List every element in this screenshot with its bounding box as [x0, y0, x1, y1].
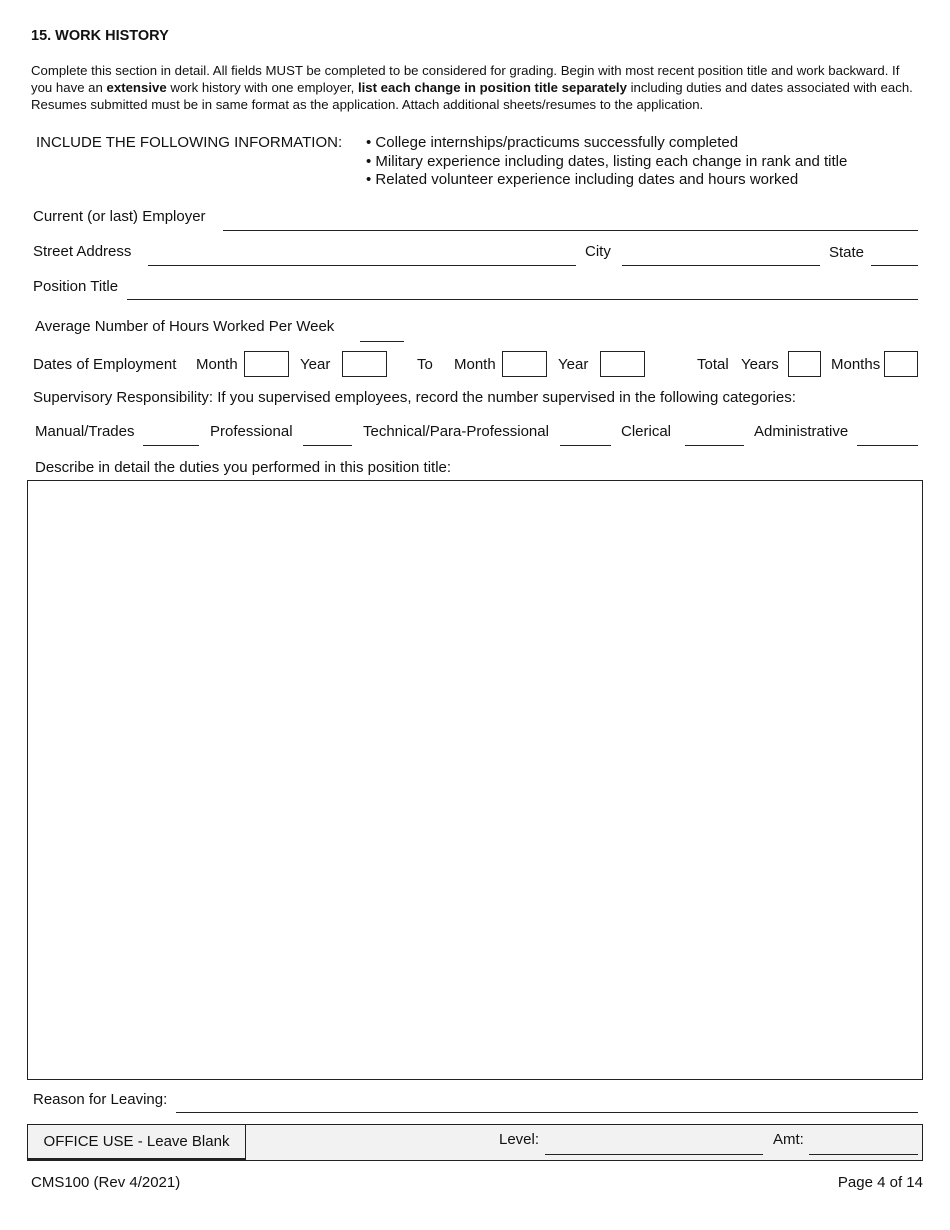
section-title: 15. WORK HISTORY [31, 28, 169, 44]
duties-label: Describe in detail the duties you performed in this position title: [35, 459, 452, 476]
category-clerical-label: Clerical [621, 423, 672, 440]
state-field[interactable] [871, 265, 918, 266]
amt-label: Amt: [773, 1131, 804, 1148]
category-technical-field[interactable] [560, 445, 611, 446]
duties-textarea[interactable] [27, 480, 923, 1080]
from-month-label: Month [196, 356, 238, 373]
list-item: • Related volunteer experience including dates and hours worked [366, 171, 799, 188]
total-years-label: Years [741, 356, 779, 373]
category-technical-label: Technical/Para-Professional [363, 423, 549, 440]
category-administrative-label: Administrative [754, 423, 849, 440]
total-months-label: Months [831, 356, 881, 373]
employer-label: Current (or last) Employer [33, 208, 206, 225]
office-use-label: OFFICE USE - Leave Blank [28, 1125, 246, 1160]
hours-label: Average Number of Hours Worked Per Week [35, 318, 335, 335]
to-year-label: Year [558, 356, 589, 373]
to-month-box[interactable] [502, 351, 547, 377]
to-year-box[interactable] [600, 351, 645, 377]
dates-label: Dates of Employment [33, 356, 177, 373]
street-field[interactable] [148, 265, 576, 266]
position-label: Position Title [33, 278, 119, 295]
to-label: To [417, 356, 433, 373]
category-administrative-field[interactable] [857, 445, 918, 446]
form-id: CMS100 (Rev 4/2021) [31, 1174, 181, 1191]
supervisory-text: Supervisory Responsibility: If you supervised employees, record the number supervised in the following categories: [33, 389, 796, 406]
hours-field[interactable] [360, 341, 404, 342]
from-year-box[interactable] [342, 351, 387, 377]
position-field[interactable] [127, 299, 918, 300]
include-label: INCLUDE THE FOLLOWING INFORMATION: [36, 134, 343, 151]
employer-field[interactable] [223, 230, 918, 231]
instructions: Complete this section in detail. All fields MUST be completed to be considered for grading. Begin with most recent position title and work backward. If you have an extensive work history with one employer, list each change in position title separately including duties and dates associated with each. Resumes submitted must be in same format as the application. Attach additional sheets/resumes to the application. [31, 63, 913, 112]
list-item: • College internships/practicums successfully completed [366, 134, 739, 151]
reason-label: Reason for Leaving: [33, 1091, 168, 1108]
street-label: Street Address [33, 243, 132, 260]
from-year-label: Year [300, 356, 331, 373]
total-months-box[interactable] [884, 351, 918, 377]
category-clerical-field[interactable] [685, 445, 744, 446]
total-label: Total [697, 356, 729, 373]
level-label: Level: [499, 1131, 540, 1148]
page-number: Page 4 of 14 [837, 1174, 923, 1191]
category-professional-field[interactable] [303, 445, 352, 446]
state-label: State [829, 244, 865, 261]
category-manual-field[interactable] [143, 445, 199, 446]
level-field [545, 1154, 763, 1155]
city-field[interactable] [622, 265, 820, 266]
to-month-label: Month [454, 356, 496, 373]
category-professional-label: Professional [210, 423, 293, 440]
include-list [366, 134, 847, 190]
list-item: • Military experience including dates, listing each change in rank and title [366, 152, 848, 170]
from-month-box[interactable] [244, 351, 289, 377]
office-use-bar [27, 1124, 923, 1161]
category-manual-label: Manual/Trades [35, 423, 135, 440]
total-years-box[interactable] [788, 351, 821, 377]
amt-field [809, 1154, 918, 1155]
city-label: City [585, 243, 611, 260]
reason-field[interactable] [176, 1112, 918, 1113]
